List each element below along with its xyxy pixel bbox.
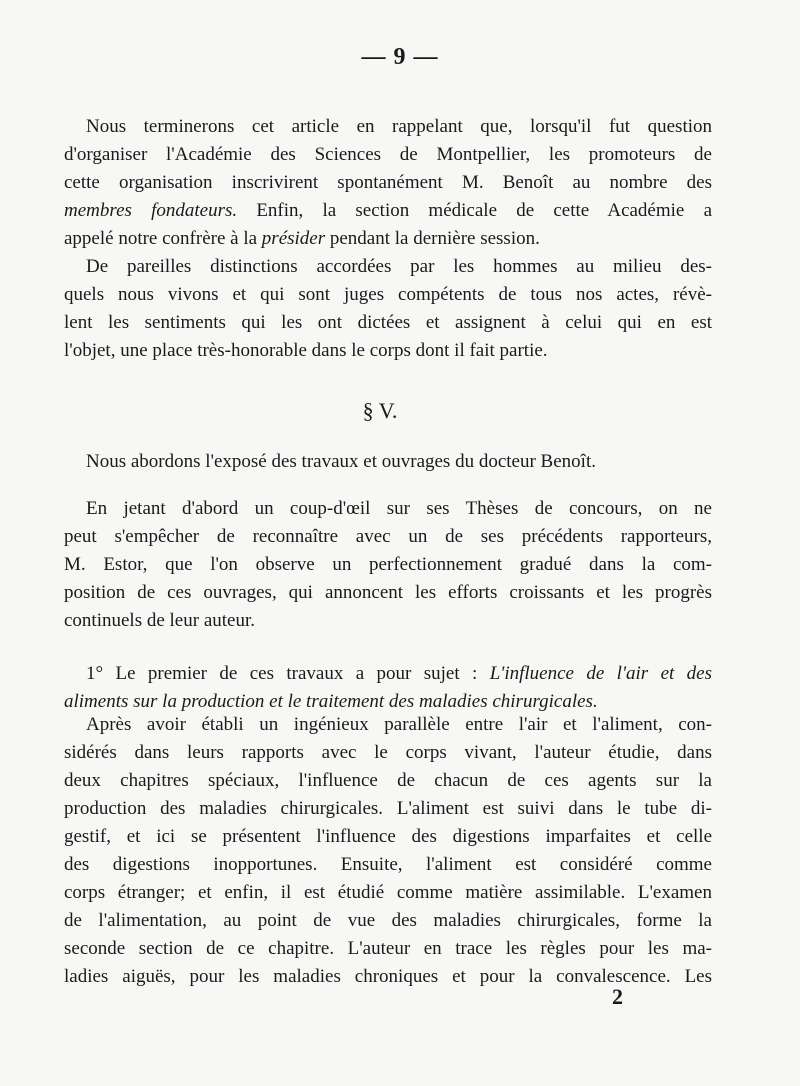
text-span: appelé notre confrère à la: [64, 228, 262, 249]
italic-phrase: présider: [261, 228, 326, 249]
text-line: continuels de leur auteur.: [64, 610, 255, 631]
text-line: l'objet, une place très-honorable dans le corps dont il fait partie.: [64, 340, 548, 361]
text-line: deux chapitres spéciaux, l'influence de chacun de ces agents sur la: [64, 770, 712, 791]
text-line: peut s'empêcher de reconnaître avec un de ses précédents rapporteurs,: [64, 526, 712, 547]
text-line: lent les sentiments qui les ont dictées et assignent à celui qui en est: [64, 312, 712, 333]
text-line: quels nous vivons et qui sont juges compétents de tous nos actes, révè-: [64, 284, 712, 305]
italic-phrase: membres fondateurs.: [64, 200, 238, 221]
text-line: Nous terminerons cet article en rappelant que, lorsqu'il fut question: [86, 116, 712, 137]
text-span: 1° Le premier de ces travaux a pour sujet :: [86, 663, 490, 684]
text-line: [64, 660, 712, 688]
text-line: gestif, et ici se présentent l'influence des digestions imparfaites et celle: [64, 826, 712, 847]
text-line: En jetant d'abord un coup-d'œil sur ses Thèses de concours, on ne: [86, 498, 712, 519]
text-line: d'organiser l'Académie des Sciences de Montpellier, les promoteurs de: [64, 144, 712, 165]
text-line: production des maladies chirurgicales. L'aliment est suivi dans le tube di-: [64, 798, 712, 819]
italic-phrase: aliments sur la production et le traitement des maladies chirurgicales.: [64, 691, 598, 712]
paragraph-premier-travail: [64, 660, 712, 716]
paragraph-parallele: [64, 711, 712, 991]
text-line: De pareilles distinctions accordées par les hommes au milieu des-: [86, 256, 712, 277]
text-line: cette organisation inscrivirent spontanément M. Benoît au nombre des: [64, 172, 712, 193]
text-line: ladies aiguës, pour les maladies chroniques et pour la convalescence. Les: [64, 966, 712, 987]
text-line: seconde section de ce chapitre. L'auteur en trace les règles pour les ma-: [64, 938, 712, 959]
text-line: corps étranger; et enfin, il est étudié comme matière assimilable. L'examen: [64, 882, 712, 903]
text-line: des digestions inopportunes. Ensuite, l'aliment est considéré comme: [64, 854, 712, 875]
section-heading: § V.: [362, 398, 398, 423]
text-span: Enfin, la section médicale de cette Académie a: [237, 200, 712, 221]
page-number: — 9 —: [361, 44, 439, 70]
text-line: [64, 197, 712, 225]
text-span: pendant la dernière session.: [325, 228, 540, 249]
text-line: de l'alimentation, au point de vue des maladies chirurgicales, forme la: [64, 910, 712, 931]
text-line: position de ces ouvrages, qui annoncent les efforts croissants et les progrès: [64, 582, 712, 603]
paragraph-expose: [64, 448, 712, 476]
paragraph-academie: [64, 113, 712, 253]
signature-mark: 2: [612, 984, 623, 1009]
text-line: [64, 225, 712, 253]
italic-phrase: L'influence de l'air et des: [489, 663, 712, 684]
text-line: M. Estor, que l'on observe un perfectionnement gradué dans la com-: [64, 554, 712, 575]
text-line: sidérés dans leurs rapports avec le corps vivant, l'auteur étudie, dans: [64, 742, 712, 763]
text-line: Nous abordons l'exposé des travaux et ouvrages du docteur Benoît.: [86, 451, 596, 472]
paragraph-theses: [64, 495, 712, 635]
paragraph-distinctions: [64, 253, 712, 365]
text-line: Après avoir établi un ingénieux parallèle entre l'air et l'aliment, con-: [86, 714, 712, 735]
